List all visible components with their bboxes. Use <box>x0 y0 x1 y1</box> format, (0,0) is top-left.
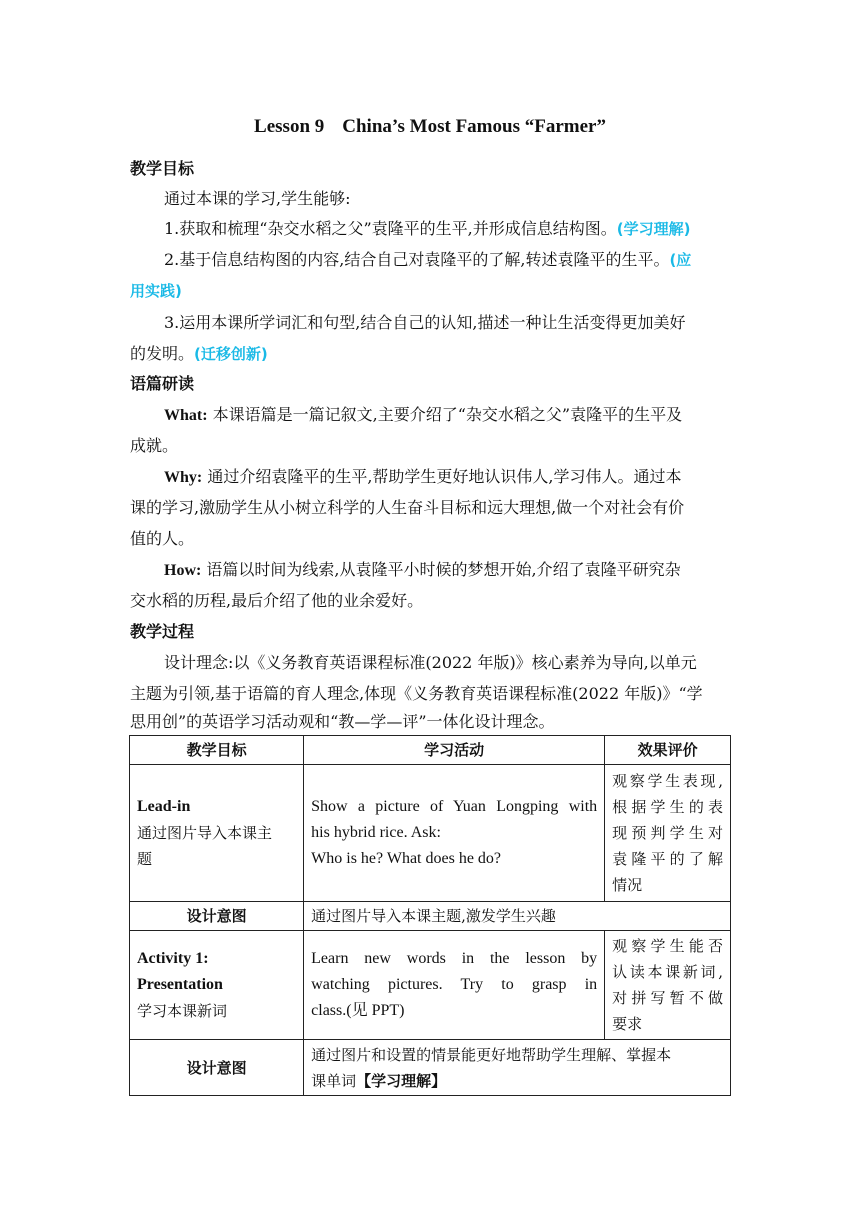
why-line1 <box>130 467 730 488</box>
why-label: Why: <box>164 469 203 486</box>
process-line3: 思用创”的英语学习活动观和“教—学—评”一体化设计理念。 <box>130 712 555 731</box>
intent2-label: 设计意图 <box>130 1040 304 1096</box>
intent2-line2-prefix: 课单词 <box>311 1071 357 1090</box>
process-line2: 主题为引领,基于语篇的育人理念,体现《义务教育英语课程标准(2022 年版)》“学 <box>130 684 703 703</box>
how-label: How: <box>164 562 202 579</box>
row1-goal <box>130 765 304 902</box>
lesson-plan-table <box>129 735 731 1096</box>
how-text: 语篇以时间为线索,从袁隆平小时候的梦想开始,介绍了袁隆平研究杂 <box>201 560 681 579</box>
what-label: What: <box>164 407 208 424</box>
row1-activity-line2: his hybrid rice. Ask: <box>311 824 441 841</box>
intent2-line1: 通过图片和设置的情景能更好地帮助学生理解、掌握本 <box>311 1045 672 1064</box>
objectives-intro: 通过本课的学习,学生能够: <box>164 189 351 208</box>
objective-3-line2 <box>130 344 730 364</box>
objective-2-text: 2.基于信息结构图的内容,结合自己对袁隆平的了解,转述袁隆平的生平。 <box>164 250 670 269</box>
why-line2: 课的学习,激励学生从小树立科学的人生奋斗目标和远大理想,做一个对社会有价 <box>130 498 685 517</box>
how-line1 <box>130 560 730 581</box>
lesson-number: Lesson 9 <box>254 116 325 137</box>
objective-3-line1: 3.运用本课所学词汇和句型,结合自己的认知,描述一种让生活变得更加美好 <box>164 313 686 332</box>
what-line1 <box>130 405 730 426</box>
objective-1-tag: (学习理解) <box>616 220 691 238</box>
what-text: 本课语篇是一篇记叙文,主要介绍了“杂交水稻之父”袁隆平的生平及 <box>207 405 683 424</box>
row2-activity-line3: class.(见 PPT) <box>311 1002 405 1019</box>
process-heading: 教学过程 <box>130 622 195 641</box>
process-line1: 设计理念:以《义务教育英语课程标准(2022 年版)》核心素养为导向,以单元 <box>164 653 697 672</box>
why-line3: 值的人。 <box>130 529 195 548</box>
table-row <box>130 902 731 931</box>
row1-goal-line1: 通过图片导入本课主 <box>137 824 273 842</box>
row2-goal <box>130 931 304 1040</box>
objective-2-tag-a: (应 <box>669 251 692 269</box>
header-evaluation: 效果评价 <box>605 736 731 765</box>
row2-eval-line: 认读本课新词, <box>612 963 723 981</box>
row1-goal-title: Lead-in <box>137 798 191 815</box>
intent2-text <box>304 1040 731 1096</box>
row1-activity-line3: Who is he? What does he do? <box>311 850 502 867</box>
intent2-tag: 【学习理解】 <box>356 1071 447 1090</box>
row2-goal-title1: Activity 1: <box>137 950 209 967</box>
table-row <box>130 765 731 902</box>
objective-1 <box>130 219 730 239</box>
row2-goal-title2: Presentation <box>137 976 223 993</box>
objective-3-text: 的发明。 <box>130 344 195 363</box>
intent1-text: 通过图片导入本课主题,激发学生兴趣 <box>304 902 731 931</box>
row2-eval-line: 要求 <box>612 1015 643 1033</box>
reading-heading: 语篇研读 <box>130 374 195 393</box>
row1-activity <box>304 765 605 902</box>
row1-eval-line: 观察学生表现, <box>612 772 723 790</box>
objective-2 <box>130 250 730 270</box>
row1-eval-line: 根据学生的表 <box>612 798 723 816</box>
objective-1-text: 1.获取和梳理“杂交水稻之父”袁隆平的生平,并形成信息结构图。 <box>164 219 617 238</box>
why-text: 通过介绍袁隆平的生平,帮助学生更好地认识伟人,学习伟人。通过本 <box>202 467 682 486</box>
row1-activity-line1: Show a picture of Yuan Longping with <box>311 798 598 815</box>
row2-goal-line1: 学习本课新词 <box>137 1002 228 1020</box>
row2-eval-line: 对拼写暂不做 <box>612 989 723 1007</box>
row2-evaluation <box>605 931 731 1040</box>
row1-goal-line2: 题 <box>137 850 153 868</box>
row1-eval-line: 现预判学生对 <box>612 824 723 842</box>
row2-activity <box>304 931 605 1040</box>
what-line2: 成就。 <box>130 436 179 455</box>
intent1-label: 设计意图 <box>130 902 304 931</box>
header-goal: 教学目标 <box>130 736 304 765</box>
table-row <box>130 1040 731 1096</box>
row1-eval-line: 袁隆平的了解 <box>612 850 723 868</box>
objective-3-tag: (迁移创新) <box>194 345 268 363</box>
row1-evaluation <box>605 765 731 902</box>
lesson-name: China’s Most Famous “Farmer” <box>342 116 606 137</box>
intent2-line2 <box>311 1068 723 1094</box>
objectives-heading: 教学目标 <box>130 159 195 178</box>
how-line2: 交水稻的历程,最后介绍了他的业余爱好。 <box>130 591 424 610</box>
header-activity: 学习活动 <box>304 736 605 765</box>
table-row <box>130 931 731 1040</box>
row1-eval-line: 情况 <box>612 876 643 894</box>
row2-activity-line1: Learn new words in the lesson by <box>311 950 598 967</box>
row2-activity-line2: watching pictures. Try to grasp in <box>311 976 598 993</box>
row2-eval-line: 观察学生能否 <box>612 937 723 955</box>
lesson-title <box>0 116 860 138</box>
table-header-row <box>130 736 731 765</box>
objective-2-tag-b: 用实践) <box>130 282 182 300</box>
